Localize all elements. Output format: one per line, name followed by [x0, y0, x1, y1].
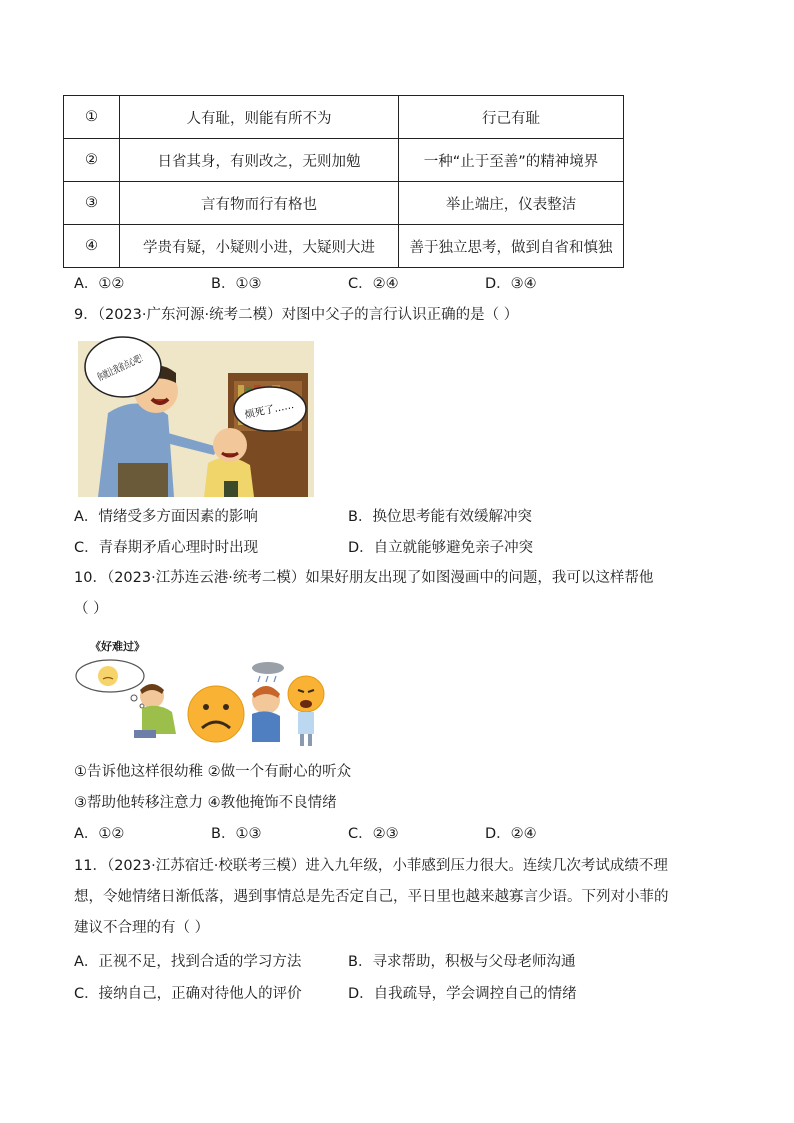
q10-statements-line2: ③帮助他转移注意力 ④教他掩饰不良情绪 — [74, 795, 337, 811]
father-bubble-text: 你就让我省点心吧！ — [96, 335, 183, 384]
row-number: ③ — [64, 182, 120, 225]
q11-stem-line2: 想，令她情绪日渐低落，遇到事情总是先否定自己，平日里也越来越寡言少语。下列对小菲的 — [74, 889, 669, 905]
table-row — [64, 225, 624, 268]
q9-option-b[interactable]: B．换位思考能有效缓解冲突 — [348, 509, 532, 525]
q9-option-d[interactable]: D．自立就能够避免亲子冲突 — [348, 540, 534, 556]
meaning-cell: 行己有耻 — [399, 96, 624, 139]
q11-option-c[interactable]: C．接纳自己，正确对待他人的评价 — [74, 986, 302, 1002]
q9-option-c[interactable]: C．青春期矛盾心理时时出现 — [74, 540, 259, 556]
sad-friends-comic — [72, 650, 332, 750]
q11-option-b[interactable]: B．寻求帮助，积极与父母老师沟通 — [348, 954, 576, 970]
q9-stem: 9．（2023·广东河源·统考二模）对图中父子的言行认识正确的是（ ） — [74, 307, 519, 323]
father-son-comic — [78, 333, 314, 497]
question-8-table — [63, 95, 624, 268]
q10-statements-line1: ①告诉他这样很幼稚 ②做一个有耐心的听众 — [74, 764, 352, 780]
quote-cell: 日省其身，有则改之，无则加勉 — [120, 139, 399, 182]
comic-title: 《好难过》 — [90, 640, 145, 653]
quote-cell: 言有物而行有格也 — [120, 182, 399, 225]
q8-option-c[interactable]: C．②④ — [348, 276, 399, 292]
row-number: ② — [64, 139, 120, 182]
meaning-cell: 举止端庄，仪表整洁 — [399, 182, 624, 225]
meaning-cell: 一种“止于至善”的精神境界 — [399, 139, 624, 182]
q9-option-a[interactable]: A．情绪受多方面因素的影响 — [74, 509, 258, 525]
q10-option-a[interactable]: A．①② — [74, 826, 125, 842]
son-bubble-text: 烦死了…… — [243, 399, 296, 422]
q10-option-d[interactable]: D．②④ — [485, 826, 537, 842]
row-number: ① — [64, 96, 120, 139]
table-row — [64, 139, 624, 182]
table-row — [64, 182, 624, 225]
q10-stem-line2: （ ） — [74, 601, 108, 617]
q10-stem-line1: 10．（2023·江苏连云港·统考二模）如果好朋友出现了如图漫画中的问题，我可以这样帮他 — [74, 570, 654, 586]
quote-cell: 学贵有疑，小疑则小进，大疑则大进 — [120, 225, 399, 268]
table-row — [64, 96, 624, 139]
row-number: ④ — [64, 225, 120, 268]
q10-option-b[interactable]: B．①③ — [211, 826, 262, 842]
q11-stem-line1: 11．（2023·江苏宿迁·校联考三模）进入九年级，小菲感到压力很大。连续几次考试成绩不理 — [74, 858, 668, 874]
q11-option-d[interactable]: D．自我疏导，学会调控自己的情绪 — [348, 986, 577, 1002]
q10-option-c[interactable]: C．②③ — [348, 826, 399, 842]
quote-cell: 人有耻，则能有所不为 — [120, 96, 399, 139]
q11-stem-line3: 建议不合理的有（ ） — [74, 920, 210, 936]
q8-option-b[interactable]: B．①③ — [211, 276, 262, 292]
q8-option-a[interactable]: A．①② — [74, 276, 125, 292]
q11-option-a[interactable]: A．正视不足，找到合适的学习方法 — [74, 954, 302, 970]
q8-option-d[interactable]: D．③④ — [485, 276, 537, 292]
meaning-cell: 善于独立思考，做到自省和慎独 — [399, 225, 624, 268]
